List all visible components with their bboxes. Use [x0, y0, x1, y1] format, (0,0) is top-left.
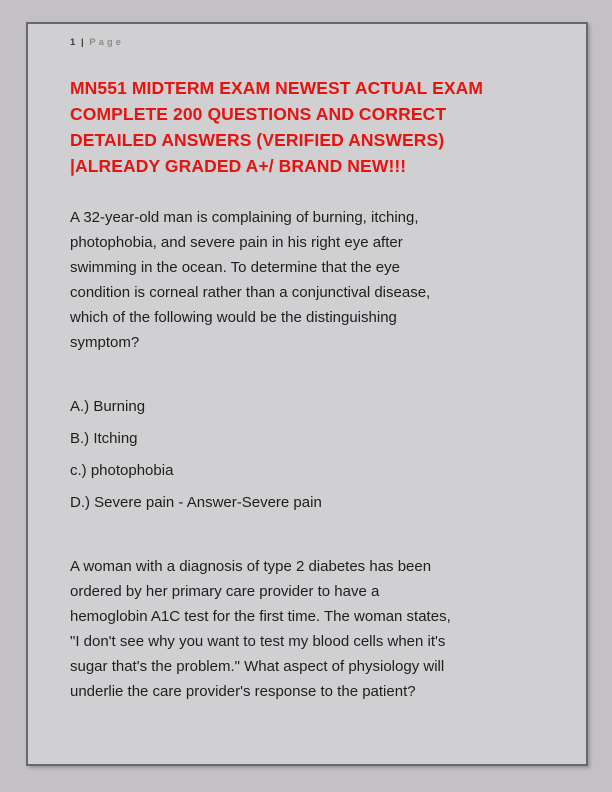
- document-page: [26, 22, 588, 766]
- exam-title: [70, 75, 540, 179]
- page-header: [70, 37, 540, 49]
- title-line-2: COMPLETE 200 QUESTIONS AND CORRECT: [70, 104, 447, 124]
- question-2-line-2: ordered by her primary care provider to have a: [70, 583, 380, 600]
- page-number: 1: [70, 37, 76, 48]
- question-2-line-3: hemoglobin A1C test for the first time. The woman states,: [70, 608, 451, 625]
- question-2-paragraph: [70, 554, 540, 704]
- question-1-line-4: condition is corneal rather than a conjunctival disease,: [70, 284, 431, 301]
- title-line-4: |ALREADY GRADED A+/ BRAND NEW!!!: [70, 156, 407, 176]
- question-1-paragraph: [70, 205, 540, 355]
- answer-option-d: D.) Severe pain - Answer-Severe pain: [70, 494, 322, 511]
- question-1-line-6: symptom?: [70, 334, 140, 351]
- question-1-line-3: swimming in the ocean. To determine that the eye: [70, 259, 400, 276]
- question-1-line-2: photophobia, and severe pain in his right eye after: [70, 234, 403, 251]
- header-separator: |: [80, 37, 84, 48]
- answer-option-b: B.) Itching: [70, 430, 138, 447]
- title-line-1: MN551 MIDTERM EXAM NEWEST ACTUAL EXAM: [70, 78, 484, 98]
- page-label: Page: [89, 37, 124, 48]
- answer-option-a: A.) Burning: [70, 398, 146, 415]
- title-line-3: DETAILED ANSWERS (VERIFIED ANSWERS): [70, 130, 445, 150]
- answer-option-c: c.) photophobia: [70, 462, 174, 479]
- question-1-line-1: A 32-year-old man is complaining of burning, itching,: [70, 209, 419, 226]
- question-2-line-6: underlie the care provider's response to the patient?: [70, 683, 416, 700]
- question-1-line-5: which of the following would be the distinguishing: [70, 309, 397, 326]
- question-2-line-1: A woman with a diagnosis of type 2 diabetes has been: [70, 558, 432, 575]
- question-2-line-4: "I don't see why you want to test my blood cells when it's: [70, 633, 446, 650]
- answer-options: [70, 394, 540, 515]
- question-2-line-5: sugar that's the problem." What aspect of physiology will: [70, 658, 445, 675]
